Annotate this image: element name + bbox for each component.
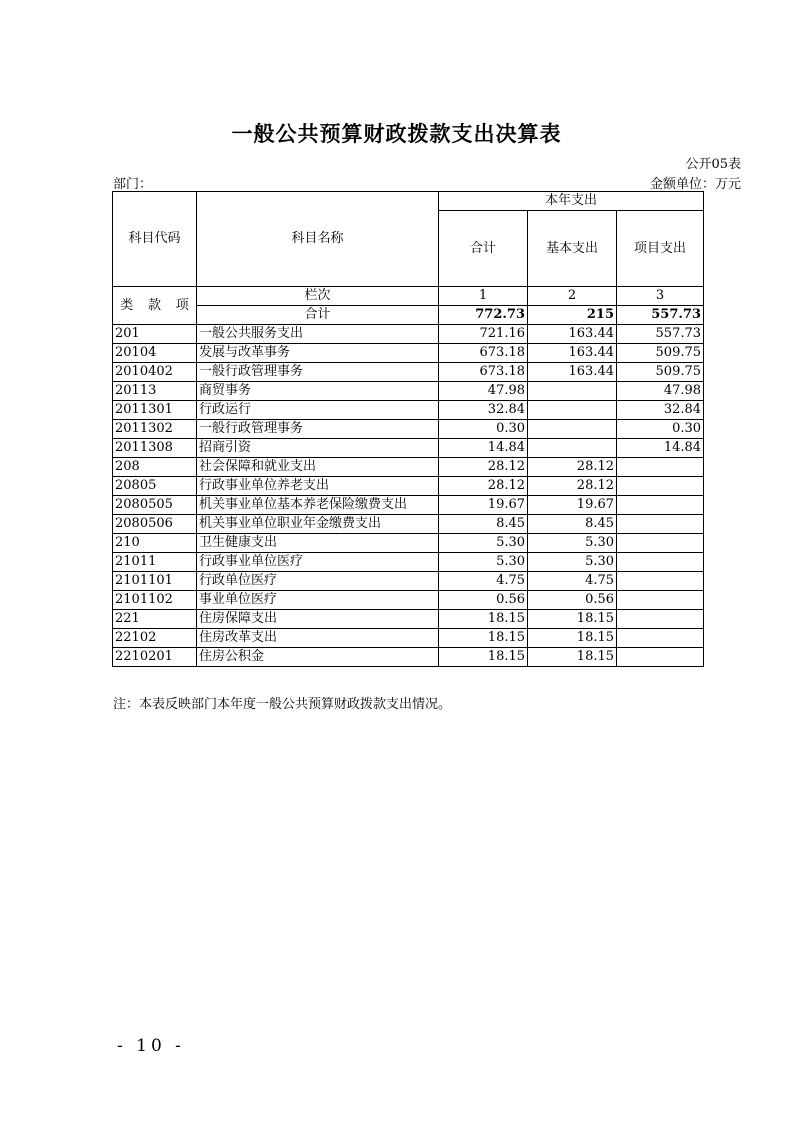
row-basic <box>528 439 617 458</box>
header-total: 合计 <box>439 211 528 287</box>
row-project: 509.75 <box>617 363 704 382</box>
department-label: 部门： <box>113 177 153 192</box>
row-total: 18.15 <box>439 610 528 629</box>
row-name: 住房改革支出 <box>197 629 439 648</box>
header-kuan: 款 <box>141 287 169 325</box>
row-total: 14.84 <box>439 439 528 458</box>
header-basic: 基本支出 <box>528 211 617 287</box>
table-row <box>113 363 704 382</box>
row-basic: 18.15 <box>528 610 617 629</box>
table-row <box>113 515 704 534</box>
table-row <box>113 591 704 610</box>
row-name: 招商引资 <box>197 439 439 458</box>
column-number-row <box>113 287 704 306</box>
row-total: 4.75 <box>439 572 528 591</box>
row-name: 一般公共服务支出 <box>197 325 439 344</box>
row-name: 机关事业单位职业年金缴费支出 <box>197 515 439 534</box>
row-basic: 8.45 <box>528 515 617 534</box>
row-basic: 5.30 <box>528 553 617 572</box>
row-name: 行政单位医疗 <box>197 572 439 591</box>
page-title: 一般公共预算财政拨款支出决算表 <box>231 122 562 146</box>
total-project: 557.73 <box>617 306 704 325</box>
row-project: 14.84 <box>617 439 704 458</box>
row-basic <box>528 401 617 420</box>
row-total: 19.67 <box>439 496 528 515</box>
row-name: 行政事业单位养老支出 <box>197 477 439 496</box>
header-col3: 3 <box>617 287 704 306</box>
table-row <box>113 458 704 477</box>
row-project <box>617 648 704 667</box>
row-basic: 163.44 <box>528 363 617 382</box>
table-row <box>113 496 704 515</box>
row-name: 社会保障和就业支出 <box>197 458 439 477</box>
row-project <box>617 534 704 553</box>
row-name: 事业单位医疗 <box>197 591 439 610</box>
table-row <box>113 553 704 572</box>
header-column-no: 栏次 <box>197 287 439 306</box>
row-name: 发展与改革事务 <box>197 344 439 363</box>
unit-label: 金额单位：万元 <box>649 177 741 192</box>
row-total: 673.18 <box>439 363 528 382</box>
row-total: 5.30 <box>439 553 528 572</box>
row-code: 2011302 <box>113 420 197 439</box>
row-name: 机关事业单位基本养老保险缴费支出 <box>197 496 439 515</box>
header-col2: 2 <box>528 287 617 306</box>
row-project: 557.73 <box>617 325 704 344</box>
row-total: 0.56 <box>439 591 528 610</box>
table-row <box>113 420 704 439</box>
row-project: 47.98 <box>617 382 704 401</box>
row-name: 卫生健康支出 <box>197 534 439 553</box>
row-code: 2080506 <box>113 515 197 534</box>
header-project: 项目支出 <box>617 211 704 287</box>
row-total: 28.12 <box>439 477 528 496</box>
row-project <box>617 458 704 477</box>
header-current-year: 本年支出 <box>439 192 704 211</box>
row-basic: 4.75 <box>528 572 617 591</box>
row-basic: 28.12 <box>528 477 617 496</box>
row-project <box>617 553 704 572</box>
row-code: 20104 <box>113 344 197 363</box>
header-row-1 <box>113 192 704 211</box>
row-basic: 19.67 <box>528 496 617 515</box>
row-basic: 163.44 <box>528 325 617 344</box>
table-body <box>113 325 704 667</box>
row-name: 住房公积金 <box>197 648 439 667</box>
row-total: 721.16 <box>439 325 528 344</box>
row-total: 5.30 <box>439 534 528 553</box>
form-code: 公开05表 <box>685 157 741 172</box>
table-note: 注：本表反映部门本年度一般公共预算财政拨款支出情况。 <box>113 697 452 712</box>
header-col1: 1 <box>439 287 528 306</box>
table-row <box>113 477 704 496</box>
row-project: 0.30 <box>617 420 704 439</box>
row-project <box>617 572 704 591</box>
row-code: 2011308 <box>113 439 197 458</box>
total-row <box>113 306 704 325</box>
row-project <box>617 629 704 648</box>
row-project <box>617 477 704 496</box>
row-code: 2210201 <box>113 648 197 667</box>
row-code: 201 <box>113 325 197 344</box>
table-row <box>113 344 704 363</box>
row-basic: 5.30 <box>528 534 617 553</box>
row-project <box>617 496 704 515</box>
row-code: 20113 <box>113 382 197 401</box>
budget-table <box>112 191 704 667</box>
header-subject-name: 科目名称 <box>197 192 439 287</box>
total-label: 合计 <box>197 306 439 325</box>
row-total: 32.84 <box>439 401 528 420</box>
table-row <box>113 401 704 420</box>
row-basic <box>528 382 617 401</box>
row-project <box>617 515 704 534</box>
row-name: 住房保障支出 <box>197 610 439 629</box>
row-project: 509.75 <box>617 344 704 363</box>
table-row <box>113 572 704 591</box>
row-code: 20805 <box>113 477 197 496</box>
table-row <box>113 382 704 401</box>
row-total: 673.18 <box>439 344 528 363</box>
row-code: 22102 <box>113 629 197 648</box>
header-lei: 类 <box>113 287 141 325</box>
row-basic: 28.12 <box>528 458 617 477</box>
header-xiang: 项 <box>169 287 197 325</box>
page-number: - 10 - <box>117 1036 185 1056</box>
row-project <box>617 591 704 610</box>
row-project: 32.84 <box>617 401 704 420</box>
row-basic: 18.15 <box>528 629 617 648</box>
row-name: 行政事业单位医疗 <box>197 553 439 572</box>
row-total: 28.12 <box>439 458 528 477</box>
table-row <box>113 325 704 344</box>
row-total: 0.30 <box>439 420 528 439</box>
table-row <box>113 534 704 553</box>
row-name: 一般行政管理事务 <box>197 363 439 382</box>
row-code: 2010402 <box>113 363 197 382</box>
row-total: 18.15 <box>439 648 528 667</box>
table-row <box>113 439 704 458</box>
row-project <box>617 610 704 629</box>
row-code: 2080505 <box>113 496 197 515</box>
row-name: 商贸事务 <box>197 382 439 401</box>
row-total: 8.45 <box>439 515 528 534</box>
table-row <box>113 610 704 629</box>
row-code: 221 <box>113 610 197 629</box>
row-total: 18.15 <box>439 629 528 648</box>
row-basic: 0.56 <box>528 591 617 610</box>
total-amount: 772.73 <box>439 306 528 325</box>
row-basic <box>528 420 617 439</box>
row-code: 2011301 <box>113 401 197 420</box>
total-basic: 215 <box>528 306 617 325</box>
row-basic: 18.15 <box>528 648 617 667</box>
row-name: 一般行政管理事务 <box>197 420 439 439</box>
row-code: 208 <box>113 458 197 477</box>
row-code: 2101102 <box>113 591 197 610</box>
row-basic: 163.44 <box>528 344 617 363</box>
row-code: 2101101 <box>113 572 197 591</box>
row-code: 210 <box>113 534 197 553</box>
row-code: 21011 <box>113 553 197 572</box>
table-row <box>113 629 704 648</box>
row-total: 47.98 <box>439 382 528 401</box>
header-subject-code: 科目代码 <box>113 192 197 287</box>
row-name: 行政运行 <box>197 401 439 420</box>
table-row <box>113 648 704 667</box>
